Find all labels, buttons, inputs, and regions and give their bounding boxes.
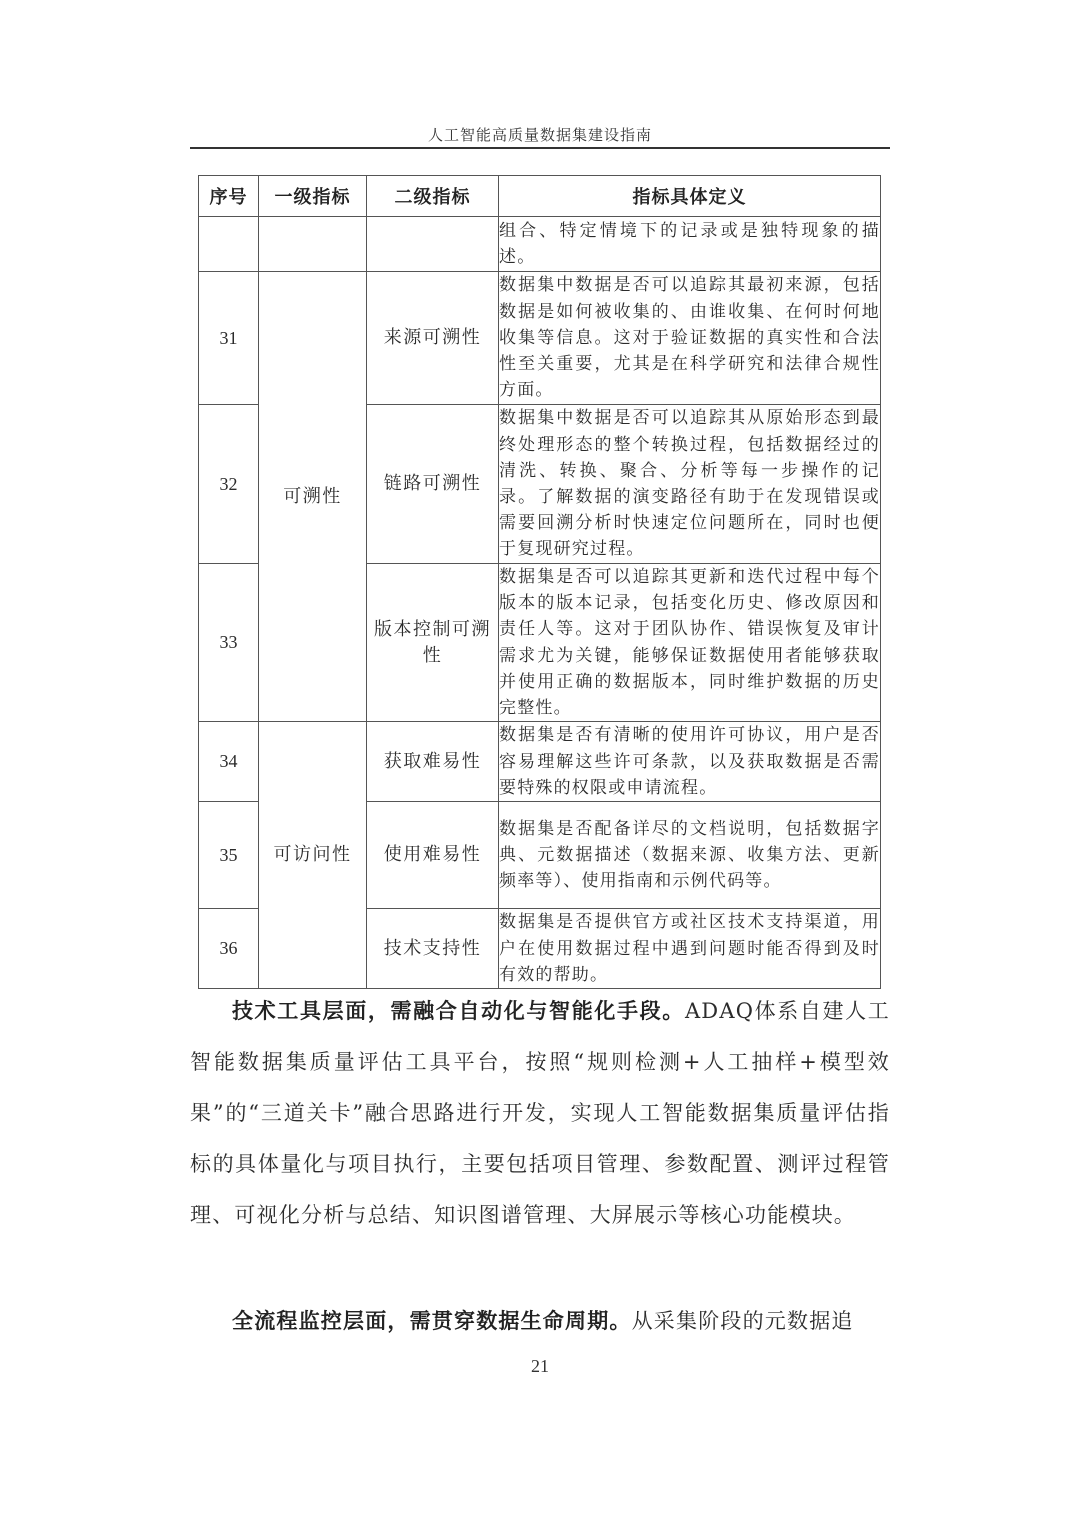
column-header-definition: 指标具体定义 <box>499 176 881 217</box>
paragraph-body: 从采集阶段的元数据追 <box>631 1309 854 1333</box>
table-cell <box>259 217 367 272</box>
row-number: 33 <box>199 564 259 722</box>
paragraph-body: ADAQ体系自建人工智能数据集质量评估工具平台，按照“规则检测+人工抽样+模型效果”的“三道关卡”融合思路进行开发，实现人工智能数据集质量评估指标的具体量化与项目执行，主要包括项目管理、参数配置、测评过程管理、可视化分析与总结、知识图谱管理、大屏展示等核心功能模块。 <box>190 999 891 1227</box>
body-paragraph-monitoring <box>190 1296 890 1347</box>
level1-indicator: 可溯性 <box>259 272 367 722</box>
level2-indicator: 使用难易性 <box>367 802 499 909</box>
level1-indicator: 可访问性 <box>259 722 367 989</box>
table-header-row <box>199 176 881 217</box>
definition-cell: 数据集中数据是否可以追踪其从原始形态到最终处理形态的整个转换过程，包括数据经过的清洗、转换、聚合、分析等每一步操作的记录。了解数据的演变路径有助于在发现错误或需要回溯分析时快速定位问题所在，同时也便于复现研究过程。 <box>499 405 881 564</box>
row-number: 34 <box>199 722 259 802</box>
table-row-continuation <box>199 217 881 272</box>
level2-indicator: 技术支持性 <box>367 909 499 989</box>
body-paragraph-tools <box>190 986 890 1241</box>
paragraph-lead: 技术工具层面，需融合自动化与智能化手段。 <box>232 999 685 1023</box>
level2-indicator: 链路可溯性 <box>367 405 499 564</box>
metrics-table <box>198 175 881 989</box>
running-header: 人工智能高质量数据集建设指南 <box>427 126 652 144</box>
definition-cell: 组合、特定情境下的记录或是独特现象的描述。 <box>499 217 881 272</box>
table-row <box>199 722 881 802</box>
level2-indicator: 获取难易性 <box>367 722 499 802</box>
column-header-level2: 二级指标 <box>367 176 499 217</box>
row-number: 36 <box>199 909 259 989</box>
table-row <box>199 272 881 405</box>
column-header-no: 序号 <box>199 176 259 217</box>
definition-cell: 数据集中数据是否可以追踪其最初来源，包括数据是如何被收集的、由谁收集、在何时何地收集等信息。这对于验证数据的真实性和合法性至关重要，尤其是在科学研究和法律合规性方面。 <box>499 272 881 405</box>
table-cell <box>199 217 259 272</box>
definition-cell: 数据集是否提供官方或社区技术支持渠道，用户在使用数据过程中遇到问题时能否得到及时有效的帮助。 <box>499 909 881 989</box>
definition-cell: 数据集是否有清晰的使用许可协议，用户是否容易理解这些许可条款，以及获取数据是否需要特殊的权限或申请流程。 <box>499 722 881 802</box>
table-cell <box>367 217 499 272</box>
definition-cell: 数据集是否配备详尽的文档说明，包括数据字典、元数据描述（数据来源、收集方法、更新频率等）、使用指南和示例代码等。 <box>499 802 881 909</box>
page-number: 21 <box>531 1356 549 1376</box>
row-number: 31 <box>199 272 259 405</box>
column-header-level1: 一级指标 <box>259 176 367 217</box>
level2-indicator: 版本控制可溯性 <box>367 564 499 722</box>
row-number: 35 <box>199 802 259 909</box>
row-number: 32 <box>199 405 259 564</box>
paragraph-lead: 全流程监控层面，需贯穿数据生命周期。 <box>232 1309 632 1333</box>
header-rule <box>190 147 890 149</box>
definition-cell: 数据集是否可以追踪其更新和迭代过程中每个版本的版本记录，包括变化历史、修改原因和责任人等。这对于团队协作、错误恢复及审计需求尤为关键，能够保证数据使用者能够获取并使用正确的数据版本，同时维护数据的历史完整性。 <box>499 564 881 722</box>
level2-indicator: 来源可溯性 <box>367 272 499 405</box>
